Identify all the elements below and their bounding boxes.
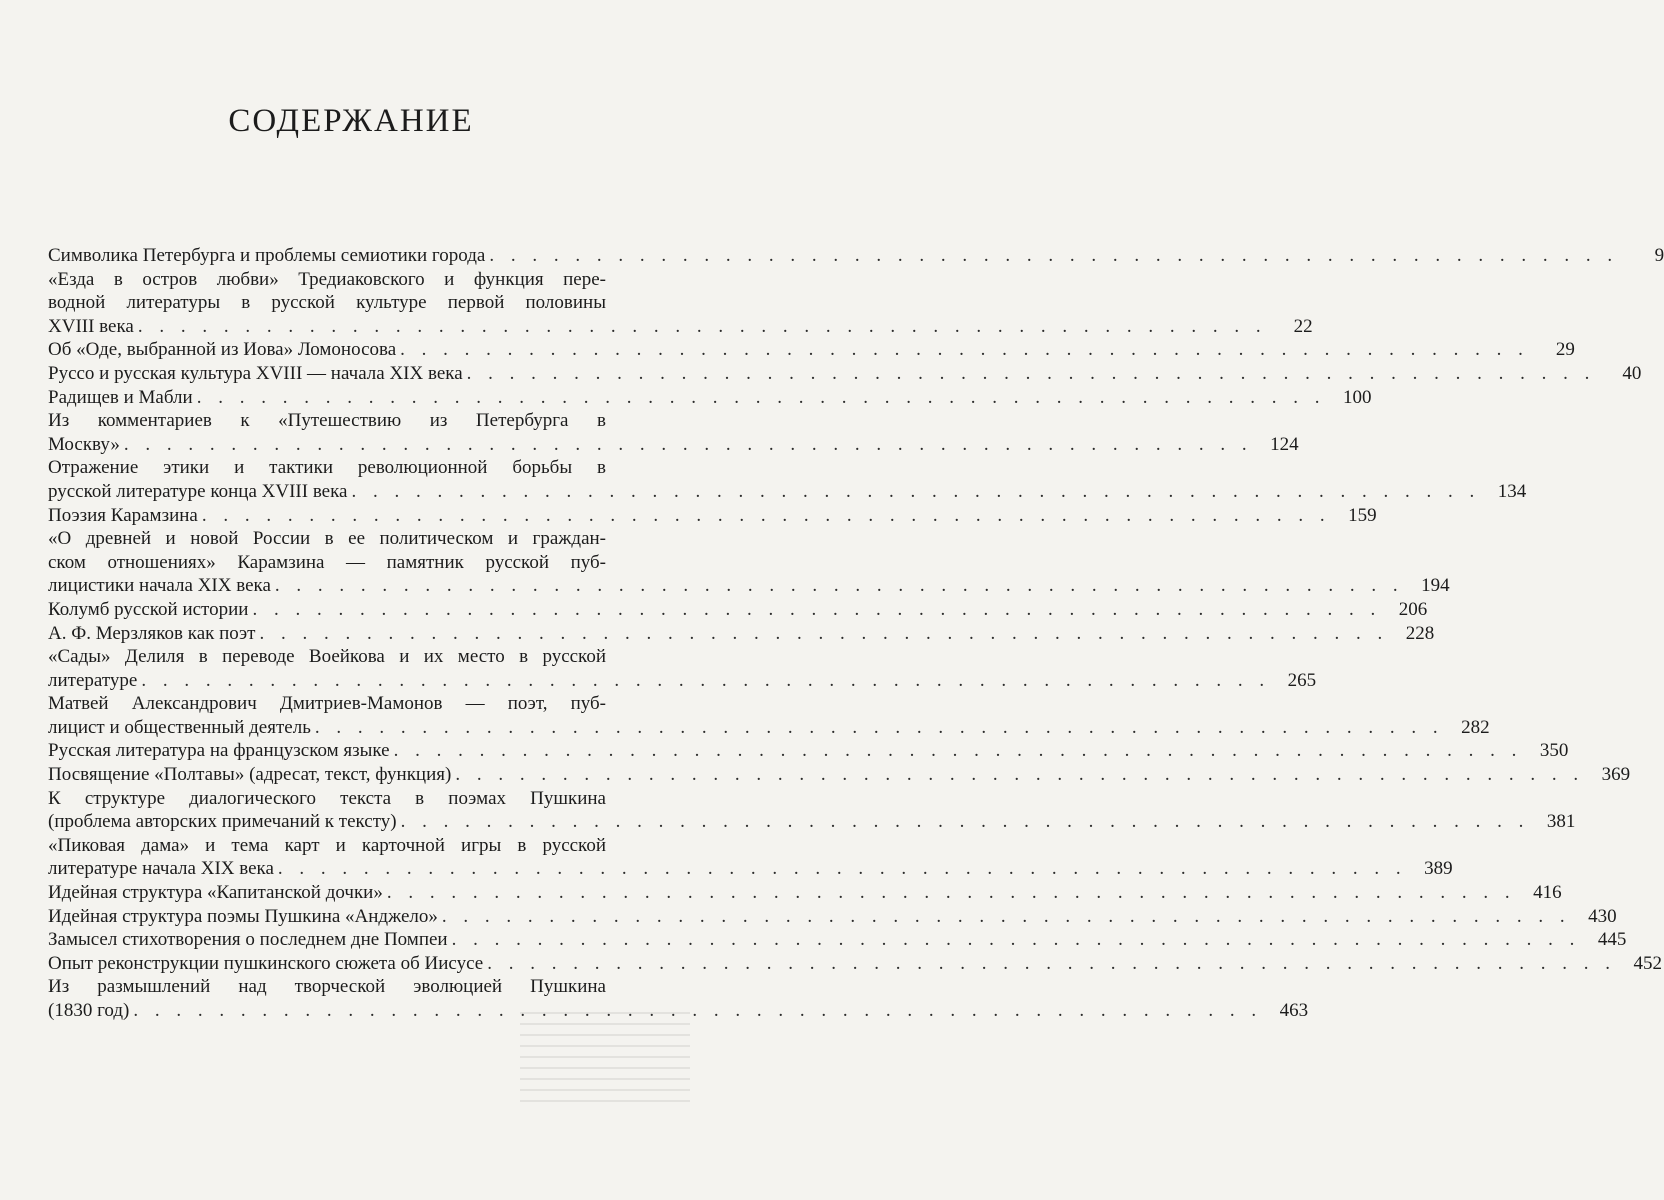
toc-entry xyxy=(48,952,1662,976)
toc-entry xyxy=(48,928,1627,952)
dot-leader: . . . . . . . . . . . . . . . . . . . . . . . . . . . . . . . . . . . . . . . . . . . . . . . . . . . . . xyxy=(274,575,1404,597)
toc-entry-line: Об «Оде, выбранной из Иова» Ломоносова xyxy=(48,339,397,361)
dot-leader: . . . . . . . . . . . . . . . . . . . . . . . . . . . . . . . . . . . . . . . . . . . . . . . . . . . . . xyxy=(466,362,1596,384)
toc-page-number: 194 xyxy=(1421,575,1450,597)
dot-leader: . . . . . . . . . . . . . . . . . . . . . . . . . . . . . . . . . . . . . . . . . . . . . . . . . . . . . xyxy=(201,504,1331,526)
toc-page-number: 228 xyxy=(1405,622,1435,644)
toc-entry-line: Опыт реконструкции пушкинского сюжета об Иисусе xyxy=(48,952,484,974)
toc-page-number: 29 xyxy=(1555,339,1575,361)
toc-entry xyxy=(48,881,1562,905)
toc-entry-line: «Езда в остров любви» Тредиаковского и функция пере- xyxy=(48,268,606,290)
toc-entry-line: Символика Петербурга и проблемы семиотики города xyxy=(48,245,486,266)
toc-entry xyxy=(48,386,1372,410)
toc-entry-line: Из комментариев к «Путешествию из Петербурга в xyxy=(48,410,606,432)
toc-entry-last-line xyxy=(48,739,1569,763)
toc-entry-line: Из размышлений над творческой эволюцией Пушкина xyxy=(48,976,606,998)
toc-entry-last-line xyxy=(48,905,1617,929)
toc-entry xyxy=(48,362,1642,386)
toc-entry-last-line xyxy=(48,952,1662,976)
table-of-contents xyxy=(48,244,1664,1023)
toc-page-number: 445 xyxy=(1597,929,1627,951)
toc-entry xyxy=(48,527,1450,598)
toc-entry-line: Отражение этики и тактики революционной борьбы в xyxy=(48,457,606,479)
toc-entry-last-line xyxy=(48,716,1490,740)
toc-page-number: 381 xyxy=(1546,811,1576,833)
dot-leader: . . . . . . . . . . . . . . . . . . . . . . . . . . . . . . . . . . . . . . . . . . . . . . . . . . . . . xyxy=(314,716,1444,738)
toc-entry-last-line xyxy=(48,763,1631,787)
toc-entry-line: Поэзия Карамзина xyxy=(48,504,198,526)
dot-leader: . . . . . . . . . . . . . . . . . . . . . . . . . . . . . . . . . . . . . . . . . . . . . . . . . . . . . xyxy=(386,882,1516,904)
toc-entry-line: русской литературе конца XVIII века xyxy=(48,480,348,502)
dot-leader: . . . . . . . . . . . . . . . . . . . . . . . . . . . . . . . . . . . . . . . . . . . . . . . . . . . . . xyxy=(137,315,1267,337)
toc-entry-line: К структуре диалогического текста в поэмах Пушкина xyxy=(48,787,606,809)
toc-entry xyxy=(48,787,1576,834)
toc-page-number: 22 xyxy=(1293,315,1313,337)
toc-entry xyxy=(48,244,1664,268)
toc-entry xyxy=(48,692,1490,739)
toc-entry-line: Замысел стихотворения о последнем дне Помпеи xyxy=(48,929,448,951)
bleed-through-text xyxy=(520,1012,690,1102)
toc-page-number: 124 xyxy=(1270,433,1299,455)
toc-entry-line: «Сады» Делиля в переводе Воейкова и их место в русской xyxy=(48,646,606,668)
toc-entry-last-line xyxy=(48,433,1299,457)
toc-page-number: 416 xyxy=(1533,882,1562,904)
toc-entry-line: (1830 год) xyxy=(48,1000,130,1021)
toc-page-number: 369 xyxy=(1601,764,1631,786)
toc-page-number: 430 xyxy=(1588,905,1617,927)
toc-page-number: 40 xyxy=(1622,362,1642,384)
toc-entry-line: Матвей Александрович Дмитриев-Мамонов — поэт, пуб- xyxy=(48,693,606,715)
dot-leader: . . . . . . . . . . . . . . . . . . . . . . . . . . . . . . . . . . . . . . . . . . . . . . . . . . . . . xyxy=(441,905,1571,927)
dot-leader: . . . . . . . . . . . . . . . . . . . . . . . . . . . . . . . . . . . . . . . . . . . . . . . . . . . . . xyxy=(400,339,1529,361)
toc-entry xyxy=(48,645,1317,692)
toc-entry-line: ском отношениях» Карамзина — памятник русской пуб- xyxy=(48,551,606,573)
toc-entry-line: Идейная структура «Капитанской дочки» xyxy=(48,882,383,904)
toc-entry xyxy=(48,905,1617,929)
toc-entry-last-line xyxy=(48,881,1562,905)
dot-leader: . . . . . . . . . . . . . . . . . . . . . . . . . . . . . . . . . . . . . . . . . . . . . . . . . . . . . xyxy=(277,858,1407,880)
dot-leader: . . . . . . . . . . . . . . . . . . . . . . . . . . . . . . . . . . . . . . . . . . . . . . . . . . . . . xyxy=(487,952,1616,974)
toc-page-number: 206 xyxy=(1398,598,1428,620)
toc-entry-line: «О древней и новой России в ее политическом и граждан- xyxy=(48,528,606,550)
toc-page-number: 350 xyxy=(1539,740,1569,762)
toc-entry-line: XVIII века xyxy=(48,315,134,337)
dot-leader: . . . . . . . . . . . . . . . . . . . . . . . . . . . . . . . . . . . . . . . . . . . . . . . . . . . . . xyxy=(252,598,1382,620)
dot-leader: . . . . . . . . . . . . . . . . . . . . . . . . . . . . . . . . . . . . . . . . . . . . . . . . . . . . . xyxy=(400,811,1530,833)
toc-entry-line: лицистики начала XIX века xyxy=(48,575,271,597)
toc-page-number: 134 xyxy=(1497,480,1527,502)
toc-entry-last-line xyxy=(48,504,1377,528)
toc-page-number: 9 xyxy=(1654,245,1664,266)
toc-page-number: 389 xyxy=(1424,858,1453,880)
toc-entry xyxy=(48,504,1377,528)
toc-page-number: 463 xyxy=(1279,1000,1309,1021)
dot-leader: . . . . . . . . . . . . . . . . . . . . . . . . . . . . . . . . . . . . . . . . . . . . . . . . . . . . . xyxy=(393,740,1523,762)
toc-entry xyxy=(48,456,1527,503)
toc-entry xyxy=(48,409,1299,456)
toc-entry xyxy=(48,622,1435,646)
toc-entry-line: Радищев и Мабли xyxy=(48,386,193,408)
toc-entry-last-line xyxy=(48,315,1313,339)
toc-entry-last-line xyxy=(48,928,1627,952)
toc-entry-line: А. Ф. Мерзляков как поэт xyxy=(48,622,256,644)
dot-leader: . . . . . . . . . . . . . . . . . . . . . . . . . . . . . . . . . . . . . . . . . . . . . . . . . . . . . xyxy=(123,433,1253,455)
toc-entry-last-line xyxy=(48,598,1428,622)
dot-leader: . . . . . . . . . . . . . . . . . . . . . . . . . . . . . . . . . . . . . . . . . . . . . . . . . . . . . xyxy=(451,929,1581,951)
toc-page-number: 159 xyxy=(1348,504,1377,526)
toc-entry-last-line xyxy=(48,574,1450,598)
dot-leader: . . . . . . . . . . . . . . . . . . . . . . . . . . . . . . . . . . . . . . . . . . . . . . . . . . . . . xyxy=(133,1000,1263,1021)
dot-leader: . . . . . . . . . . . . . . . . . . . . . . . . . . . . . . . . . . . . . . . . . . . . . . . . . . . . . xyxy=(455,764,1585,786)
toc-entry-last-line xyxy=(48,338,1575,362)
toc-entry xyxy=(48,338,1575,362)
toc-entry xyxy=(48,739,1569,763)
toc-entry-last-line xyxy=(48,362,1642,386)
toc-entry-line: лицист и общественный деятель xyxy=(48,716,311,738)
dot-leader: . . . . . . . . . . . . . . . . . . . . . . . . . . . . . . . . . . . . . . . . . . . . . . . . . . . . . xyxy=(196,386,1326,408)
toc-entry-line: Посвящение «Полтавы» (адресат, текст, функция) xyxy=(48,764,452,786)
toc-entry-line: Русская литература на французском языке xyxy=(48,740,390,762)
toc-page-number: 100 xyxy=(1342,386,1372,408)
toc-entry-line: Руссо и русская культура XVIII — начала XIX века xyxy=(48,362,463,384)
toc-entry-line: Идейная структура поэмы Пушкина «Анджело» xyxy=(48,905,438,927)
page-title: СОДЕРЖАНИЕ xyxy=(228,103,474,139)
toc-entry-last-line xyxy=(48,857,1453,881)
dot-leader: . . . . . . . . . . . . . . . . . . . . . . . . . . . . . . . . . . . . . . . . . . . . . . . . . . . . . xyxy=(489,245,1619,266)
toc-entry-last-line xyxy=(48,622,1435,646)
toc-entry-line: Москву» xyxy=(48,433,120,455)
toc-entry-line: «Пиковая дама» и тема карт и карточной игры в русской xyxy=(48,834,606,856)
toc-entry-line: литературе xyxy=(48,669,138,691)
toc-entry xyxy=(48,268,1313,339)
toc-entry-last-line xyxy=(48,669,1317,693)
toc-entry-last-line xyxy=(48,244,1664,268)
toc-entry xyxy=(48,834,1453,881)
dot-leader: . . . . . . . . . . . . . . . . . . . . . . . . . . . . . . . . . . . . . . . . . . . . . . . . . . . . . xyxy=(351,480,1481,502)
dot-leader: . . . . . . . . . . . . . . . . . . . . . . . . . . . . . . . . . . . . . . . . . . . . . . . . . . . . . xyxy=(141,669,1271,691)
toc-entry-line: Колумб русской истории xyxy=(48,598,249,620)
toc-page-number: 452 xyxy=(1633,952,1662,974)
toc-entry xyxy=(48,763,1631,787)
toc-page-number: 265 xyxy=(1287,669,1317,691)
toc-entry-last-line xyxy=(48,386,1372,410)
dot-leader: . . . . . . . . . . . . . . . . . . . . . . . . . . . . . . . . . . . . . . . . . . . . . . . . . . . . . xyxy=(259,622,1389,644)
toc-page-number: 282 xyxy=(1461,716,1490,738)
toc-entry-line: литературе начала XIX века xyxy=(48,858,274,880)
toc-entry xyxy=(48,598,1428,622)
toc-entry-line: (проблема авторских примечаний к тексту) xyxy=(48,811,397,833)
toc-entry-last-line xyxy=(48,810,1576,834)
toc-entry-last-line xyxy=(48,480,1527,504)
toc-entry-line: водной литературы в русской культуре первой половины xyxy=(48,292,606,314)
